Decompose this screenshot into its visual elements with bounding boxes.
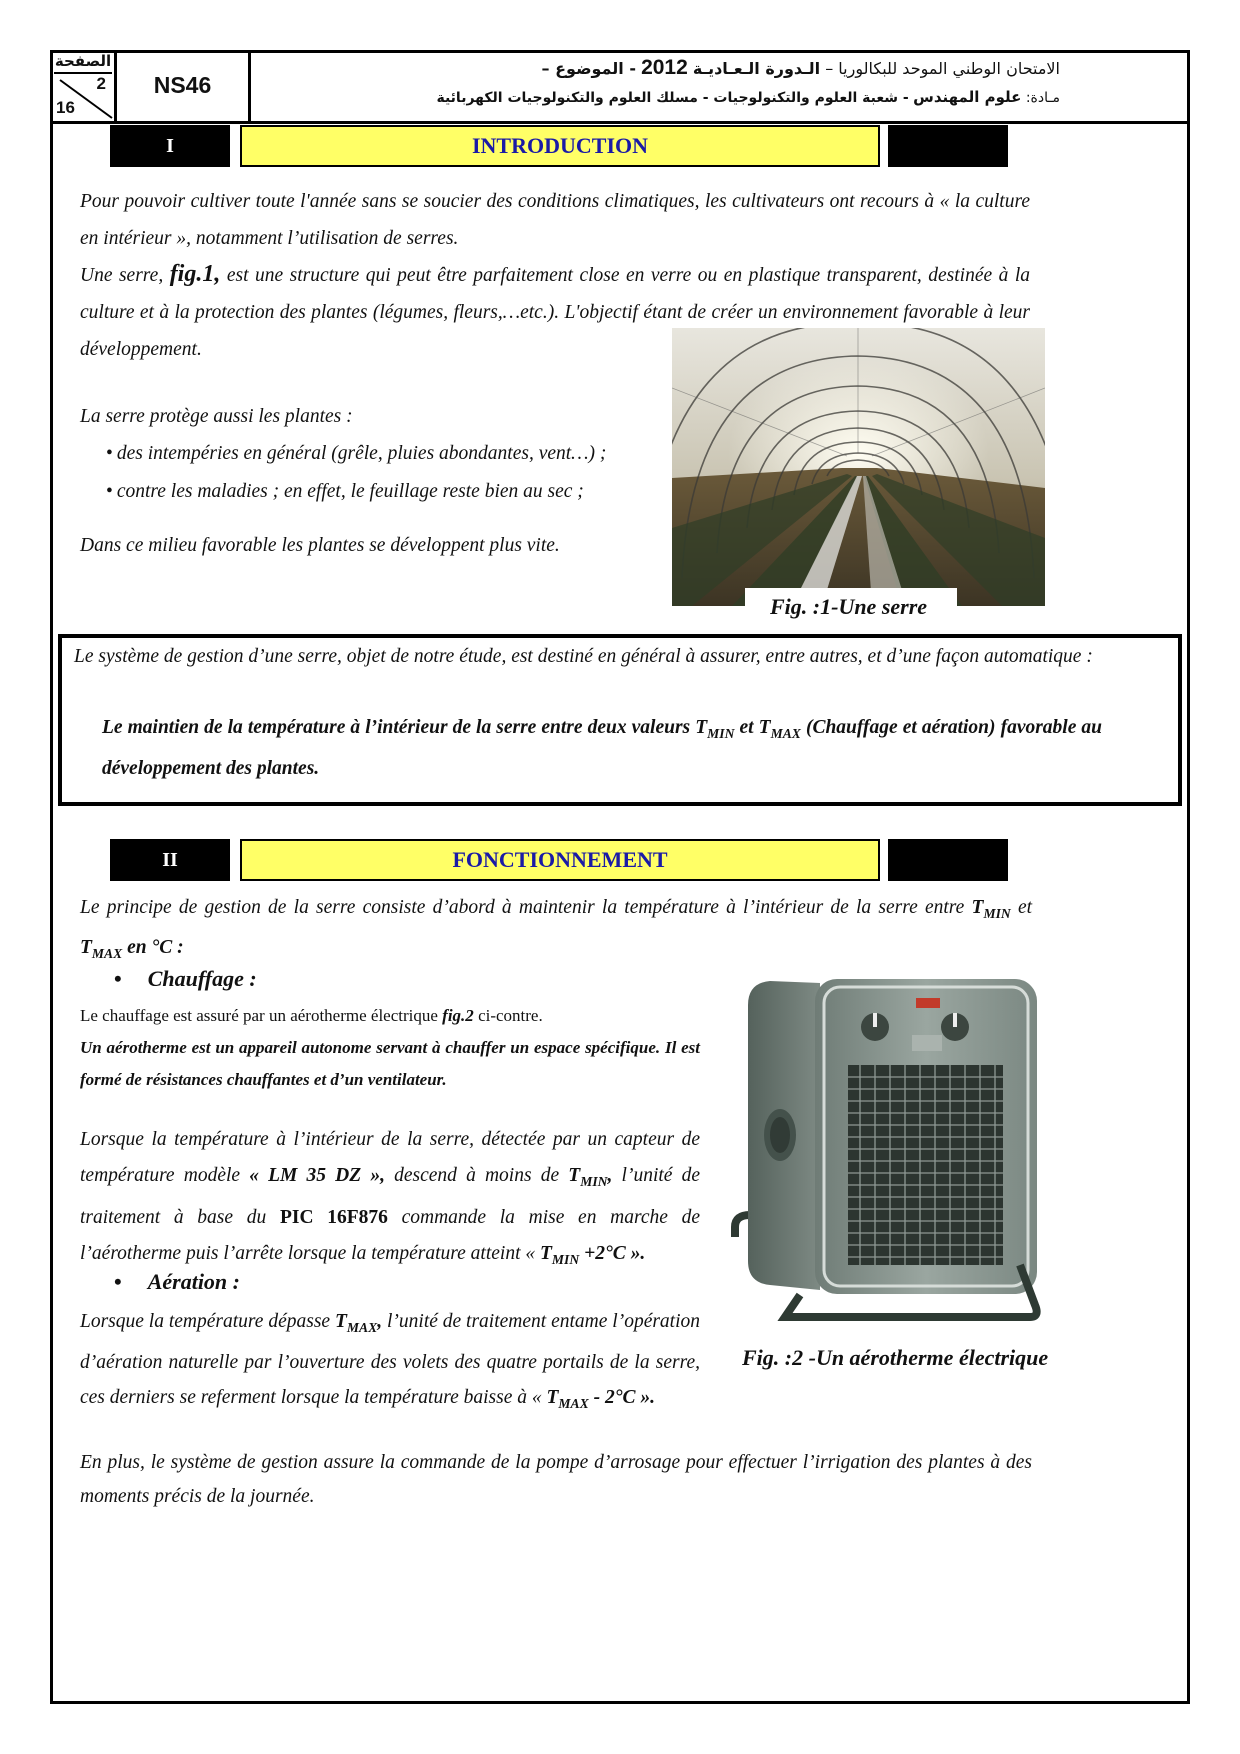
- tmin-symbol-3: $T_{MIN}$,: [568, 1165, 613, 1189]
- greenhouse-image: [672, 328, 1045, 606]
- subject-branch: - شعبة العلوم والتكنولوجيات - مسلك العلوم والتكنولوجيات الكهربائية: [436, 90, 909, 106]
- aeration-heading: • Aération :: [146, 1269, 240, 1295]
- page-number: 2: [96, 74, 106, 93]
- fig2-caption: Fig. :2 -Un aérotherme électrique: [742, 1345, 1049, 1370]
- intro-bullet-1: • des intempéries en général (grêle, pluies abondantes, vent…) ;: [106, 443, 606, 465]
- exam-year: 2012: [641, 56, 688, 79]
- objective-intro: Le système de gestion d’une serre, objet de notre étude, est destiné en général à assurer, entre autres, et d’une façon automatique :: [74, 646, 1093, 667]
- page-header: [50, 50, 1190, 124]
- chauffage-paragraph-2: Un aérotherme est un appareil autonome servant à chauffer un espace spécifique. Il est formé de résistances chauffantes et d’un ventilateur.: [80, 1038, 700, 1089]
- function-p1-et: et: [1017, 897, 1033, 918]
- tmax-symbol-2: $T_{MAX}$ en °C :: [80, 936, 184, 961]
- intro-p2-end: est une structure qui peut être parfaitement close en verre ou en plastique transparent, destinée à la culture et à la protection des plantes (légumes, fleurs,…etc.). L'objectif étant de créer un environnement favorable à leur développement.: [80, 265, 1031, 360]
- chauffage-heading: • Chauffage :: [146, 966, 257, 992]
- tmax-symbol-3: $T_{MAX}$,: [334, 1311, 383, 1335]
- chauffage-p1-end: ci-contre.: [478, 1006, 543, 1025]
- function-paragraph-1: [80, 891, 1032, 971]
- fig2-reference: fig.2: [442, 1006, 474, 1025]
- chauffage-p3-text-d: commande la mise en marche de l’aérotherme puis l’arrête lorsque la température atteint «: [80, 1206, 700, 1264]
- chauffage-p1-text: Le chauffage est assuré par un aérotherme électrique: [80, 1006, 438, 1025]
- subject-label: مـادة:: [1025, 90, 1060, 106]
- fig1-reference: fig.1,: [169, 261, 221, 287]
- exam-title-part1: الامتحان الوطني الموحد للبكالوريا –: [825, 59, 1060, 78]
- exam-session: الـدورة الـعـاديـة: [692, 59, 821, 78]
- section-1-title: INTRODUCTION: [240, 125, 880, 167]
- chauffage-p3-text-c: l’unité de traitement à base du: [80, 1165, 700, 1228]
- section-2-bar-end: [888, 839, 1008, 881]
- subject-name: علوم المهندس: [913, 88, 1022, 106]
- sensor-model: « LM 35 DZ »,: [249, 1165, 385, 1186]
- chauffage-p3-text-a: Lorsque la température à l’intérieur de la serre, détectée par un capteur de température modèle: [80, 1129, 700, 1186]
- objective-and: et: [739, 717, 754, 738]
- section-1-bar-end: [888, 125, 1008, 167]
- section-2-title: FONCTIONNEMENT: [240, 839, 880, 881]
- section-1-number: I: [110, 125, 230, 167]
- tmin-plus-2: $T_{MIN} +2^\circ C$ ».: [539, 1242, 646, 1267]
- intro-paragraph-3: La serre protège aussi les plantes :: [80, 406, 353, 427]
- exam-subject-line: [436, 88, 1060, 106]
- intro-paragraph-4: Dans ce milieu favorable les plantes se développent plus vite.: [80, 535, 560, 556]
- objective-main-2: (Chauffage et aération) favorable au développement des plantes.: [102, 717, 1103, 779]
- page-total: 16: [56, 98, 75, 117]
- intro-paragraph-1: Pour pouvoir cultiver toute l'année sans se soucier des conditions climatiques, les cultivateurs ont recours à « la culture en intérieur », notamment l’utilisation de serres.: [80, 191, 1030, 249]
- aeration-p1-text-b: l’unité de traitement entame l’opération d’aération naturelle par l’ouverture des volets des quatre portails de la serre, ces derniers se referment lorsque la température baisse à «: [80, 1311, 701, 1408]
- objective-statement: [102, 710, 1102, 786]
- fig1-caption: Fig. :1-Une serre: [770, 594, 928, 619]
- page-number-box: [50, 50, 117, 121]
- intro-bullet-2: • contre les maladies ; en effet, le feuillage reste bien au sec ;: [106, 481, 584, 503]
- chauffage-paragraph-3: [80, 1122, 700, 1278]
- exam-title-line: [542, 56, 1060, 80]
- page-label: الصفحة: [54, 52, 112, 74]
- aeration-p1-text-a: Lorsque la température dépasse: [80, 1311, 331, 1332]
- function-p1-text: Le principe de gestion de la serre consiste d’abord à maintenir la température à l’intérieur de la serre entre: [80, 897, 965, 918]
- tmin-symbol: $T_{MIN}$: [695, 717, 735, 741]
- exam-code: NS46: [117, 50, 251, 121]
- heater-image: [730, 965, 1050, 1325]
- tmax-minus-2: $T_{MAX} - 2^\circ C$ ».: [546, 1386, 656, 1411]
- chauffage-paragraph-1: [80, 1000, 720, 1032]
- pic-model: PIC 16F876: [279, 1206, 388, 1228]
- exam-title-part3: - الموضوع –: [541, 59, 636, 78]
- objective-main-1: Le maintien de la température à l’intérieur de la serre entre deux valeurs: [102, 717, 691, 738]
- chauffage-p3-text-b: descend à moins de: [394, 1165, 560, 1186]
- intro-p2-start: Une serre,: [80, 265, 164, 286]
- tmax-symbol: $T_{MAX}$: [758, 717, 801, 741]
- tmin-symbol-2: $T_{MIN}$: [971, 897, 1011, 921]
- section-2-number: II: [110, 839, 230, 881]
- aeration-paragraph-1: [80, 1304, 700, 1421]
- function-last-paragraph: En plus, le système de gestion assure la commande de la pompe d’arrosage pour effectuer l’irrigation des plantes à des moments précis de la journée.: [80, 1452, 1032, 1507]
